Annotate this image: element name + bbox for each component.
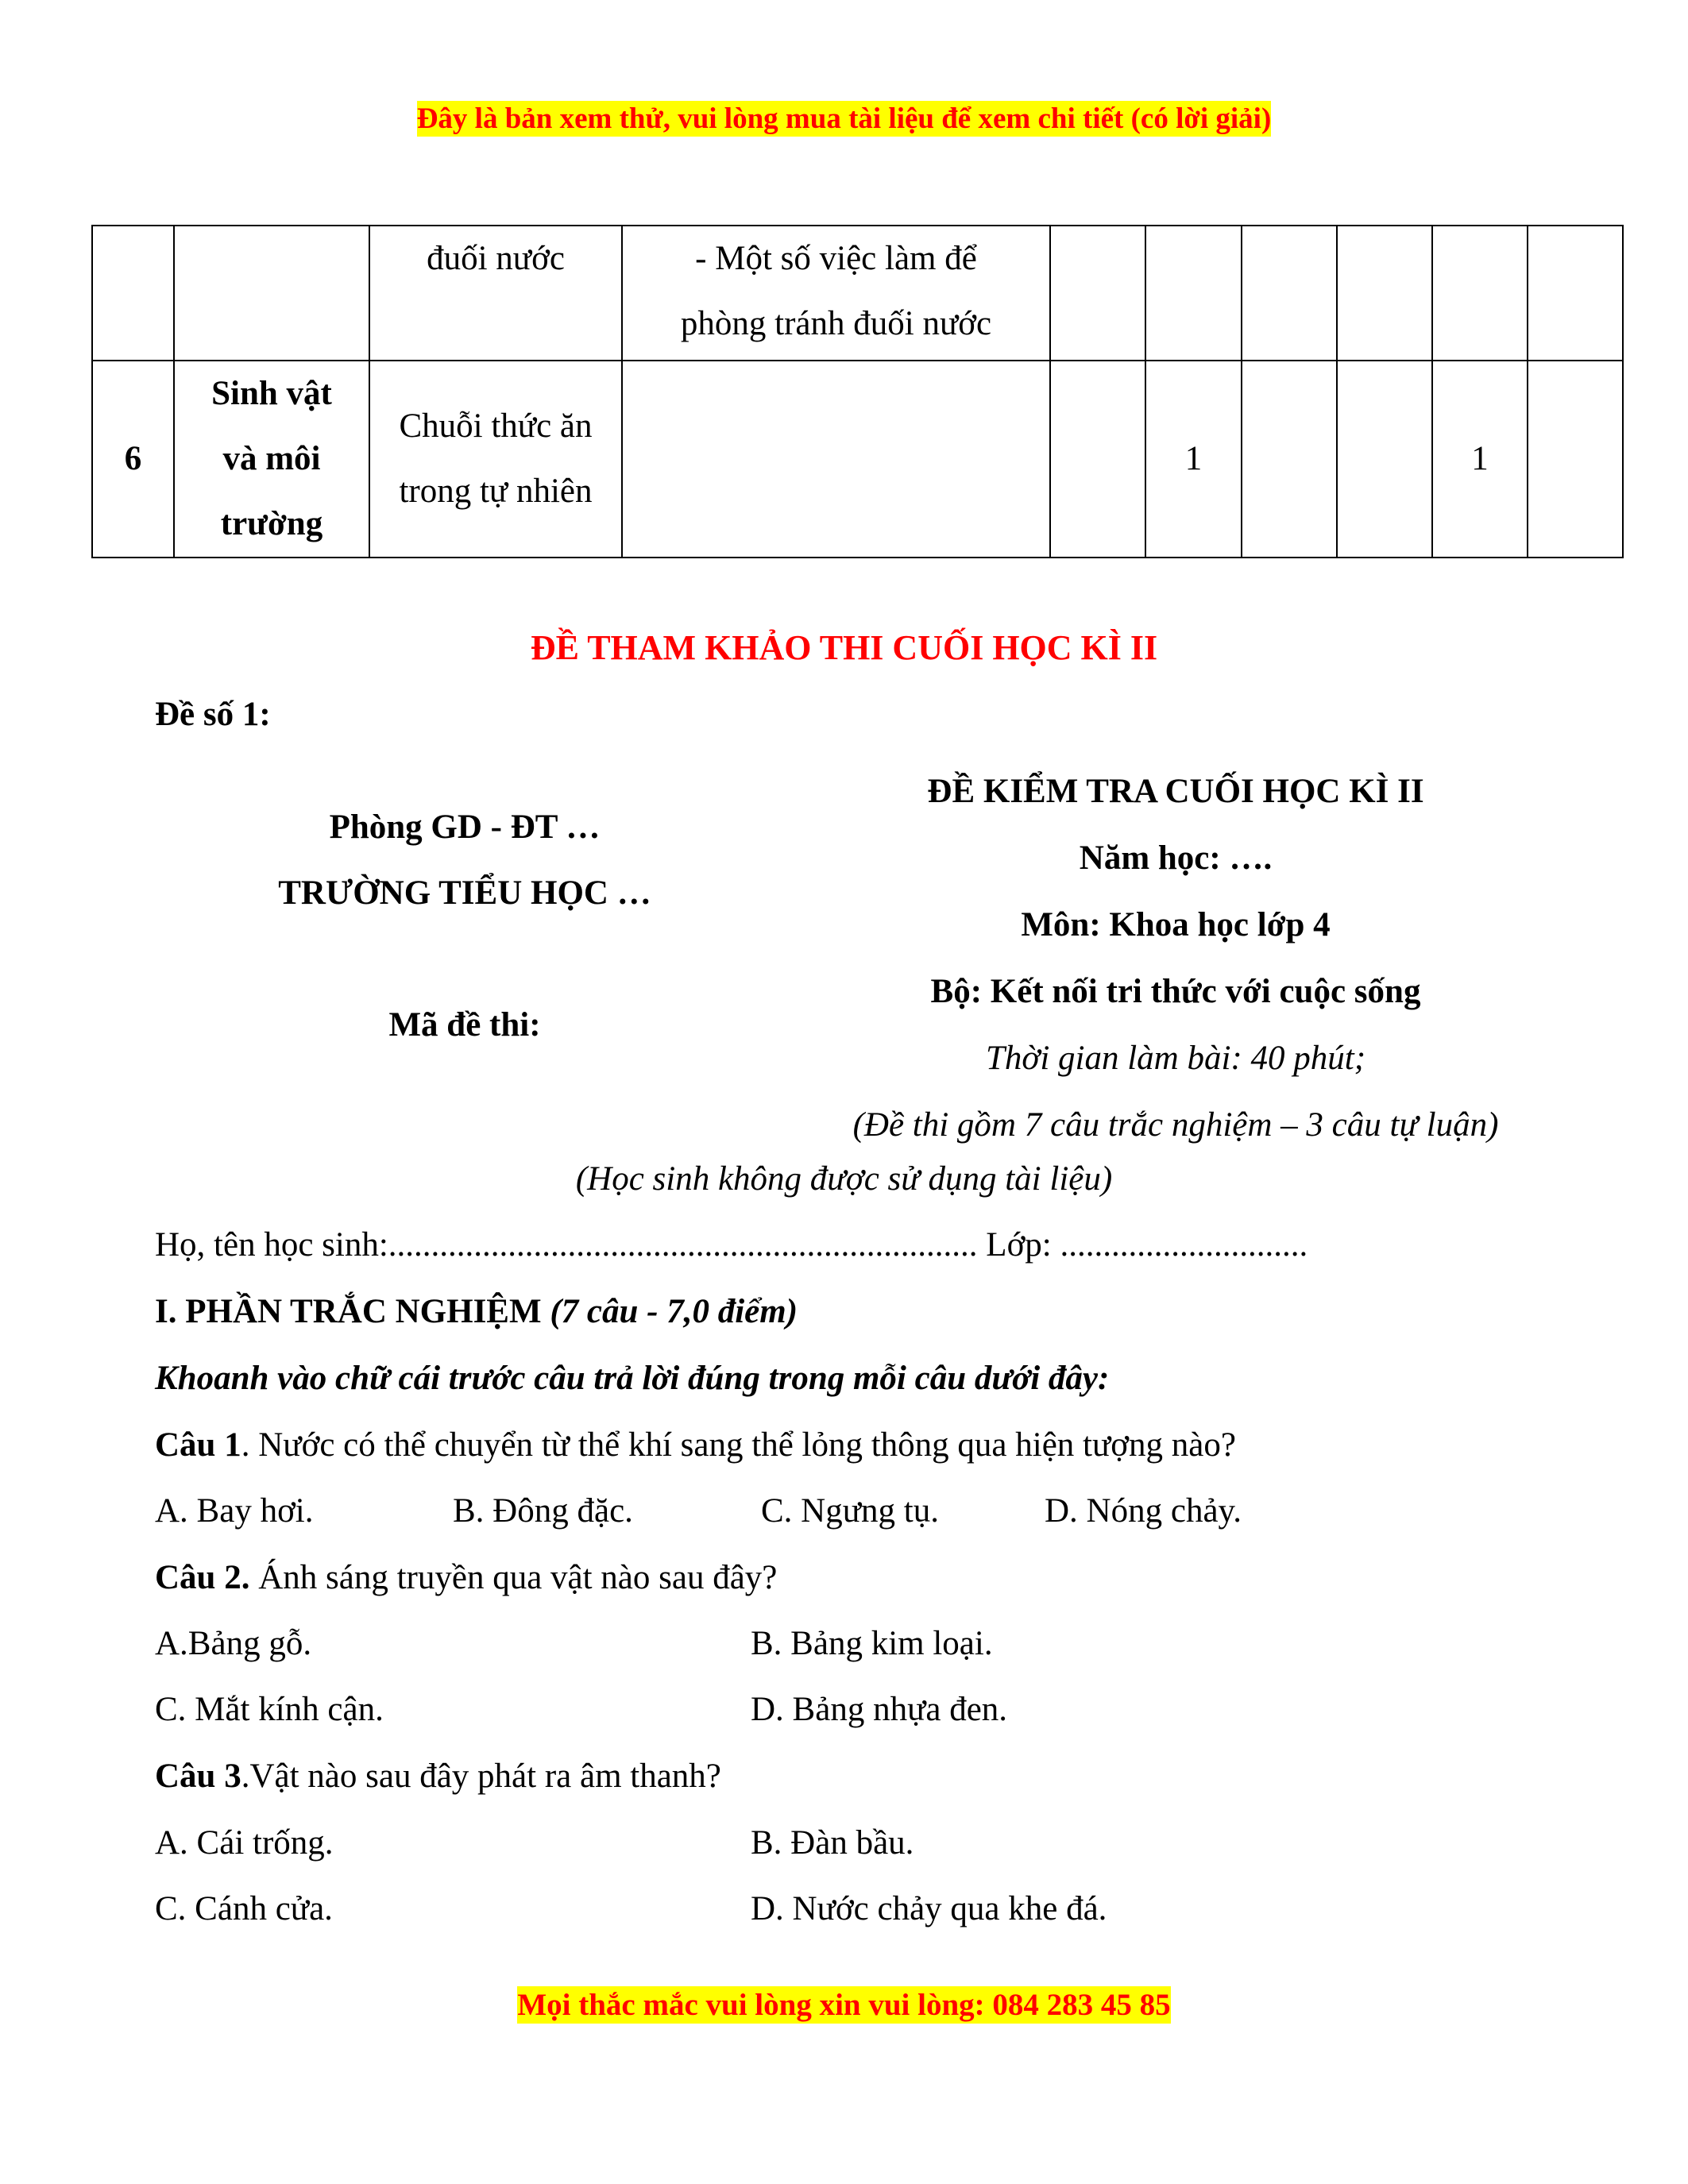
main-title: ĐỀ THAM KHẢO THI CUỐI HỌC KÌ II — [530, 628, 1158, 667]
option[interactable]: A.Bảng gỗ. — [155, 1625, 312, 1662]
table-row — [92, 361, 1623, 558]
question-2: Câu 2. Ánh sáng truyền qua vật nào sau đây? — [155, 1559, 778, 1596]
table-row — [92, 226, 1623, 361]
school-name: TRƯỜNG TIỂU HỌC … — [278, 874, 651, 912]
department: Phòng GD - ĐT … — [329, 808, 601, 846]
option[interactable]: B. Bảng kim loại. — [751, 1625, 993, 1662]
time-limit: Thời gian làm bài: 40 phút; — [985, 1040, 1366, 1077]
footer-notice — [0, 1987, 1688, 2023]
student-info-line: Họ, tên học sinh:..................................................................... Lớp: ............................. — [155, 1226, 1308, 1264]
footer-notice-text: Mọi thắc mắc vui lòng xin vui lòng: 084 283 45 85 — [517, 1988, 1171, 2022]
section-title: I. PHẦN TRẮC NGHIỆM (7 câu - 7,0 điểm) — [155, 1293, 798, 1330]
left-header — [214, 794, 715, 1058]
section-instruction: Khoanh vào chữ cái trước câu trả lời đúng trong mỗi câu dưới đây: — [155, 1360, 1110, 1397]
option[interactable]: A. Cái trống. — [155, 1824, 334, 1862]
option[interactable]: D. Nóng chảy. — [1045, 1492, 1242, 1530]
option[interactable]: C. Mắt kính cận. — [155, 1691, 384, 1728]
count-cell: 1 — [1145, 361, 1242, 558]
lesson-cell: đuối nước — [369, 226, 622, 361]
option[interactable]: D. Nước chảy qua khe đá. — [751, 1890, 1107, 1927]
book-series: Bộ: Kết nối tri thức với cuộc sống — [930, 973, 1421, 1010]
right-header — [802, 758, 1549, 1159]
no-materials-note: (Học sinh không được sử dụng tài liệu) — [575, 1160, 1113, 1198]
school-year: Năm học: …. — [1079, 839, 1273, 877]
exam-title: ĐỀ KIỂM TRA CUỐI HỌC KÌ II — [927, 773, 1424, 810]
option[interactable]: A. Bay hơi. — [155, 1492, 314, 1530]
topic-cell: Sinh vật và môi trường — [174, 361, 369, 558]
question-1: Câu 1. Nước có thể chuyển từ thể khí sang thể lỏng thông qua hiện tượng nào? — [155, 1426, 1236, 1464]
option[interactable]: D. Bảng nhựa đen. — [751, 1691, 1008, 1728]
lesson-cell: Chuỗi thức ăn trong tự nhiên — [369, 361, 622, 558]
exam-structure: (Đề thi gồm 7 câu trắc nghiệm – 3 câu tự luận) — [852, 1106, 1499, 1144]
question-3: Câu 3.Vật nào sau đây phát ra âm thanh? — [155, 1758, 721, 1795]
option[interactable]: B. Đàn bầu. — [751, 1824, 914, 1862]
count-cell: 1 — [1432, 361, 1528, 558]
matrix-table — [91, 225, 1624, 558]
exam-number: Đề số 1: — [155, 696, 271, 733]
requirement-cell: - Một số việc làm để phòng tránh đuối nước — [622, 226, 1050, 361]
option[interactable]: C. Cánh cửa. — [155, 1890, 333, 1927]
header-notice — [0, 102, 1688, 136]
option[interactable]: C. Ngưng tụ. — [761, 1492, 939, 1530]
option[interactable]: B. Đông đặc. — [453, 1492, 633, 1530]
header-notice-text: Đây là bản xem thử, vui lòng mua tài liệu để xem chi tiết (có lời giải) — [416, 102, 1272, 135]
subject: Môn: Khoa học lớp 4 — [1021, 906, 1331, 943]
exam-code: Mã đề thi: — [388, 1006, 541, 1044]
row-number: 6 — [92, 361, 174, 558]
